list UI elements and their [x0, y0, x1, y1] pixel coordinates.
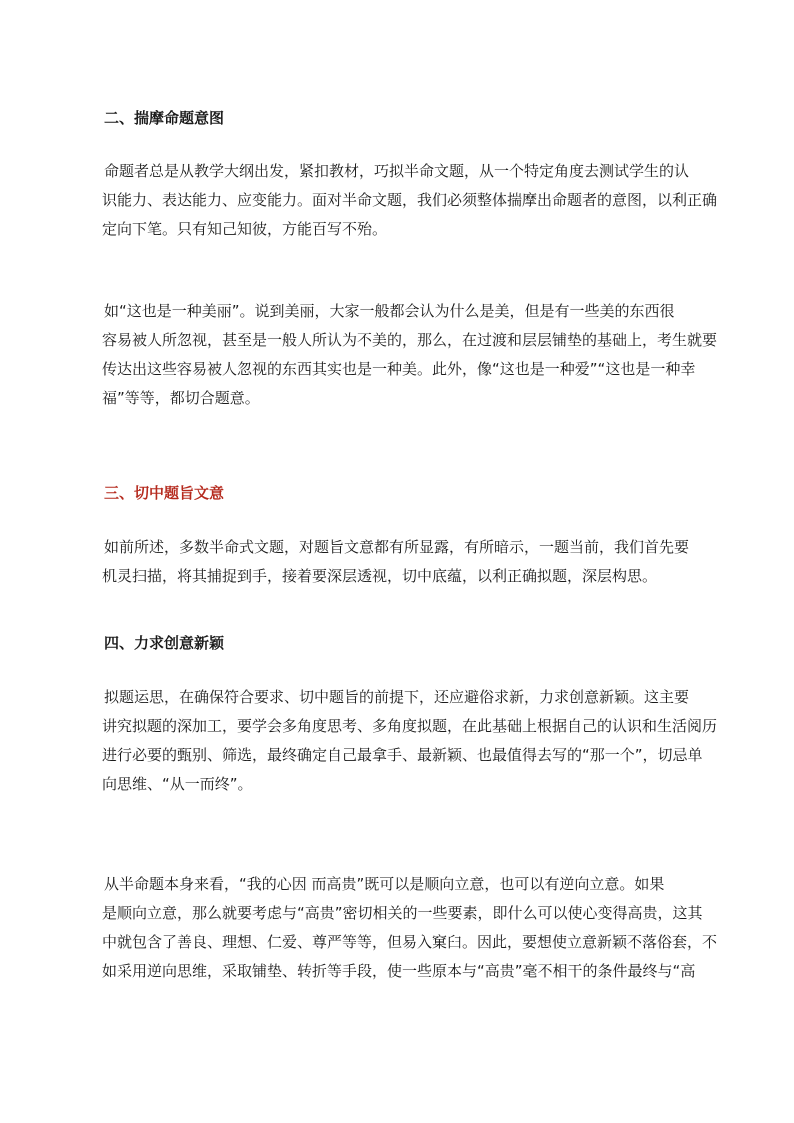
section-heading-3: 三、切中题旨文意 — [104, 484, 225, 502]
section-heading-4: 四、力求创意新颖 — [104, 634, 225, 652]
paragraph-4-2 — [104, 870, 722, 986]
text-line: 中就包含了善良、理想、仁爱、尊严等等，但易入窠臼。因此，要想使立意新颖不落俗套，不 — [102, 933, 718, 951]
text-line: 识能力、表达能力、应变能力。面对半命文题，我们必须整体揣摩出命题者的意图，以利正确 — [102, 191, 718, 209]
text-line: 如采用逆向思维，采取铺垫、转折等手段，使一些原本与“高贵”毫不相干的条件最终与“高 — [102, 962, 696, 980]
text-line: 如前所述，多数半命式文题，对题旨文意都有所显露，有所暗示，一题当前，我们首先要 — [104, 538, 690, 556]
paragraph-3-1 — [104, 533, 722, 591]
text-line: 福”等等，都切合题意。 — [102, 389, 260, 407]
paragraph-4-1 — [104, 683, 722, 799]
text-line: 如“这也是一种美丽”。说到美丽，大家一般都会认为什么是美，但是有一些美的东西很 — [104, 302, 675, 320]
paragraph-2-1 — [104, 157, 722, 244]
paragraph-2-2 — [104, 297, 722, 413]
text-line: 从半命题本身来看，“我的心因 而高贵”既可以是顺向立意，也可以有逆向立意。如果 — [104, 875, 665, 893]
text-line: 容易被人所忽视，甚至是一般人所认为不美的，那么，在过渡和层层铺垫的基础上，考生就要 — [102, 331, 718, 349]
text-line: 传达出这些容易被人忽视的东西其实也是一种美。此外，像“这也是一种爱”“这也是一种幸 — [102, 360, 696, 378]
text-line: 讲究拟题的深加工，要学会多角度思考、多角度拟题，在此基础上根据自己的认识和生活阅历 — [102, 717, 718, 735]
text-line: 向思维、“从一而终”。 — [102, 775, 253, 793]
text-line: 是顺向立意，那么就要考虑与“高贵”密切相关的一些要素，即什么可以使心变得高贵，这其 — [102, 904, 703, 922]
text-line: 定向下笔。只有知己知彼，方能百写不殆。 — [102, 220, 388, 238]
text-line: 命题者总是从教学大纲出发，紧扣教材，巧拟半命文题，从一个特定角度去测试学生的认 — [104, 162, 690, 180]
section-heading-2: 二、揣摩命题意图 — [104, 109, 225, 127]
text-line: 拟题运思，在确保符合要求、切中题旨的前提下，还应避俗求新，力求创意新颖。这主要 — [104, 688, 690, 706]
text-line: 机灵扫描，将其捕捉到手，接着要深层透视，切中底蕴，以利正确拟题，深层构思。 — [102, 567, 658, 585]
text-line: 进行必要的甄别、筛选，最终确定自己最拿手、最新颖、也最值得去写的“那一个”，切忌单 — [102, 746, 703, 764]
